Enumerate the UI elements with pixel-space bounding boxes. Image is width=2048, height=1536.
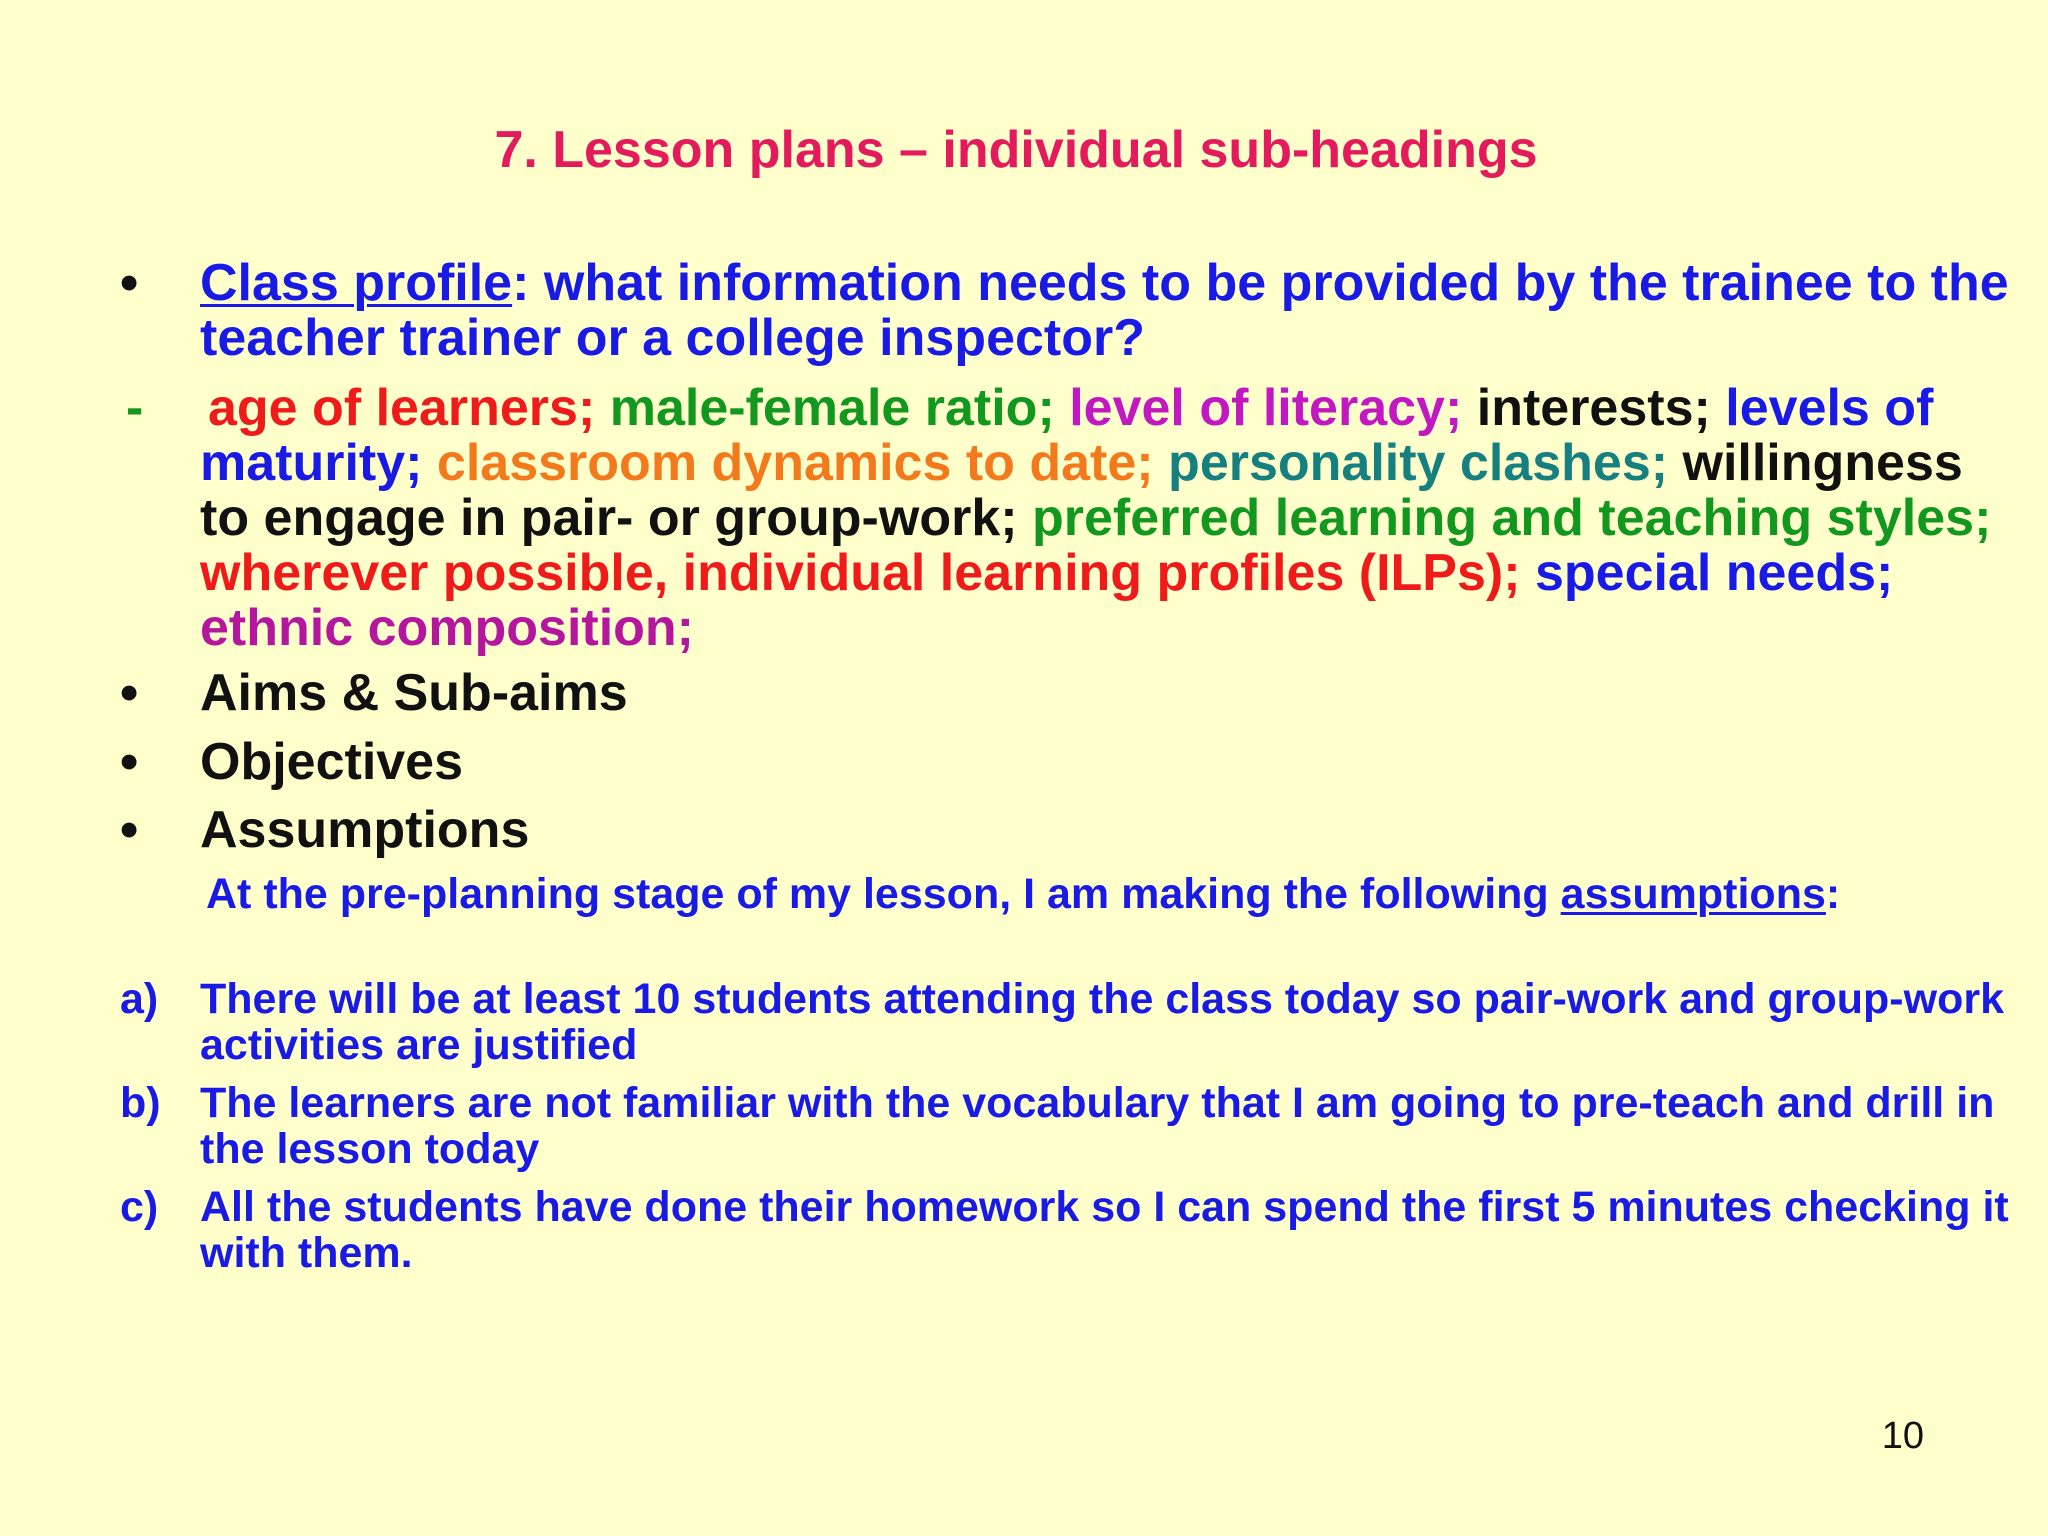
bullet-assumptions-label: Assumptions	[200, 801, 530, 859]
profile-item-ethnic: ethnic composition;	[200, 599, 694, 657]
profile-item-ratio: male-female ratio;	[595, 379, 1055, 437]
profile-item-maturity: levels of maturity;	[200, 379, 1934, 492]
profile-item-age: age of learners;	[208, 379, 596, 437]
bullet-objectives-label: Objectives	[200, 733, 464, 791]
profile-item-special-needs: special needs;	[1520, 544, 1894, 602]
profile-item-interests: interests;	[1462, 379, 1726, 437]
assumption-text: All the students have done their homework so I can spend the first 5 minutes checking it with them.	[200, 1183, 2009, 1277]
profile-item-ilps: wherever possible, individual learning profiles (ILPs);	[200, 544, 1521, 602]
list-marker: a)	[120, 975, 159, 1023]
profile-item-styles: preferred learning and teaching styles;	[1017, 489, 1992, 547]
assumptions-intro-text	[200, 871, 2010, 917]
bullet-marker: •	[120, 801, 139, 859]
dash-marker: -	[126, 379, 144, 437]
assumption-text: The learners are not familiar with the vocabulary that I am going to pre-teach and drill in the lesson today	[200, 1079, 1995, 1173]
profile-item-dynamics: classroom dynamics to date;	[422, 434, 1154, 492]
bullet-marker: •	[120, 733, 139, 791]
profile-item-personality: personality clashes;	[1153, 434, 1669, 492]
assumptions-intro-trail: :	[1825, 870, 1841, 918]
page-number: 10	[1881, 1415, 1924, 1457]
bullet-aims-label: Aims & Sub-aims	[200, 664, 628, 722]
assumptions-intro-lead: At the pre-planning stage of my lesson, I am making the following	[206, 870, 1561, 918]
profile-items	[200, 381, 2010, 656]
class-profile-term: Class profile	[200, 254, 513, 312]
profile-item-literacy: level of literacy;	[1054, 379, 1463, 437]
class-profile-text	[200, 256, 2010, 366]
bullet-marker: •	[120, 664, 139, 722]
class-profile-question: : what information needs to be provided by the trainee to the teacher trainer or a college inspector?	[200, 254, 2009, 367]
slide-title-text: 7. Lesson plans – individual sub-headings	[494, 121, 1538, 179]
profile-item-willingness: willingness to engage in pair- or group-work;	[200, 434, 1963, 547]
list-marker: c)	[120, 1183, 159, 1231]
list-marker: b)	[120, 1079, 161, 1127]
assumptions-intro-term: assumptions	[1560, 870, 1826, 918]
bullet-marker: •	[120, 254, 139, 312]
assumption-text: There will be at least 10 students attending the class today so pair-work and group-work activities are justified	[200, 975, 2004, 1069]
slide-title	[0, 118, 2048, 182]
